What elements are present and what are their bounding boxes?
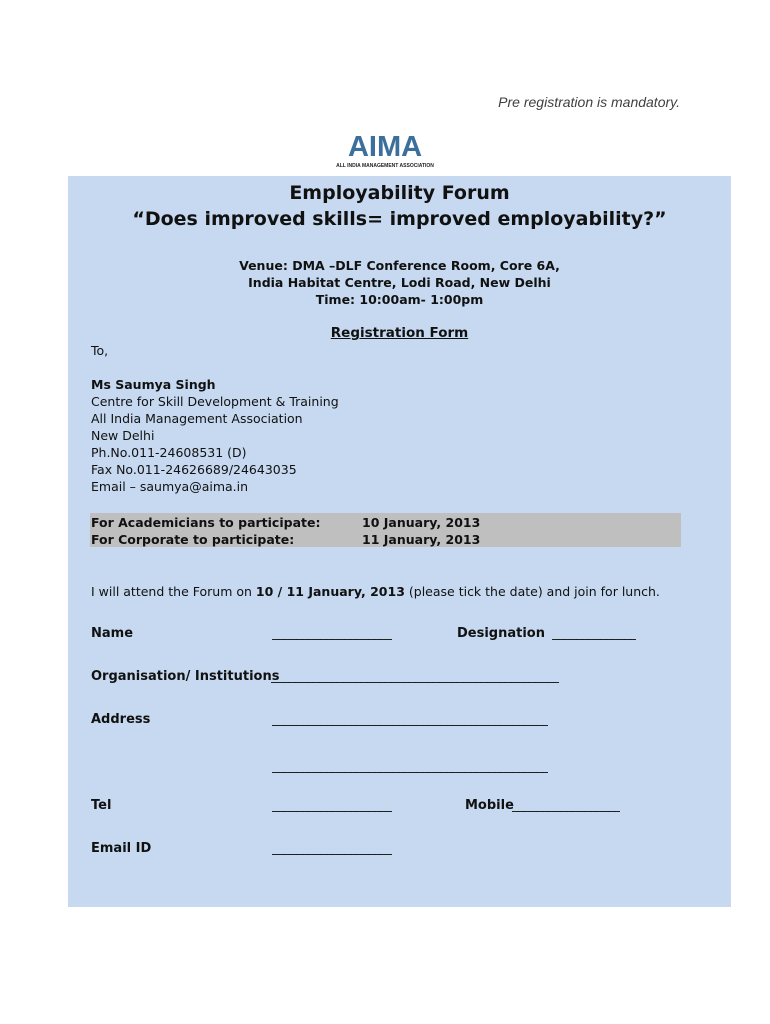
- attend-prefix: I will attend the Forum on: [91, 584, 256, 599]
- email-field[interactable]: ____________________: [272, 841, 392, 856]
- form-subtitle: “Does improved skills= improved employability?”: [132, 208, 667, 230]
- email-label: Email ID: [91, 841, 152, 856]
- participation-dates-box: [90, 513, 681, 547]
- attend-date-10[interactable]: 10: [255, 584, 274, 599]
- corporate-date: 11 January, 2013: [362, 532, 481, 547]
- registration-panel: [68, 176, 731, 907]
- registration-form-heading: Registration Form: [330, 325, 469, 341]
- mobile-field[interactable]: __________________: [512, 798, 620, 813]
- attend-separator: /: [273, 584, 287, 599]
- contact-fax: Fax No.011-24626689/24643035: [91, 462, 297, 477]
- mobile-label: Mobile: [465, 798, 514, 813]
- contact-department: Centre for Skill Development & Training: [91, 394, 339, 409]
- organisation-label: Organisation/ Institutions: [91, 669, 280, 684]
- venue-line-2: India Habitat Centre, Lodi Road, New Delhi: [248, 275, 551, 290]
- venue-line-1: Venue: DMA –DLF Conference Room, Core 6A,: [239, 258, 560, 273]
- form-title: Employability Forum: [289, 182, 510, 204]
- address-field-line-1[interactable]: ______________________________________________: [272, 712, 548, 727]
- contact-city: New Delhi: [91, 428, 155, 443]
- logo-subtitle: ALL INDIA MANAGEMENT ASSOCIATION: [336, 163, 434, 169]
- address-field-line-2[interactable]: ______________________________________________: [272, 759, 548, 774]
- attend-suffix: (please tick the date) and join for lunch.: [404, 584, 660, 599]
- tel-label: Tel: [91, 798, 112, 813]
- aima-logo: [326, 131, 444, 171]
- pre-registration-note: Pre registration is mandatory.: [498, 94, 680, 110]
- contact-name: Ms Saumya Singh: [91, 377, 216, 392]
- academicians-date: 10 January, 2013: [362, 515, 481, 530]
- to-label: To,: [91, 343, 109, 358]
- academicians-label: For Academicians to participate:: [91, 515, 321, 530]
- organisation-field[interactable]: ________________________________________________: [271, 669, 559, 684]
- corporate-label: For Corporate to participate:: [91, 532, 295, 547]
- contact-organisation: All India Management Association: [91, 411, 303, 426]
- tel-field[interactable]: ____________________: [272, 798, 392, 813]
- name-field[interactable]: ____________________: [272, 626, 392, 641]
- attendance-statement: [91, 583, 660, 600]
- contact-email: Email – saumya@aima.in: [91, 479, 249, 494]
- address-label: Address: [91, 712, 151, 727]
- designation-field[interactable]: ______________: [552, 626, 636, 641]
- name-label: Name: [91, 626, 134, 641]
- time-line: Time: 10:00am- 1:00pm: [315, 292, 484, 307]
- contact-phone: Ph.No.011-24608531 (D): [91, 445, 247, 460]
- designation-label: Designation: [457, 626, 545, 641]
- attend-date-11[interactable]: 11 January, 2013: [286, 584, 405, 599]
- logo-text: AIMA: [347, 131, 423, 163]
